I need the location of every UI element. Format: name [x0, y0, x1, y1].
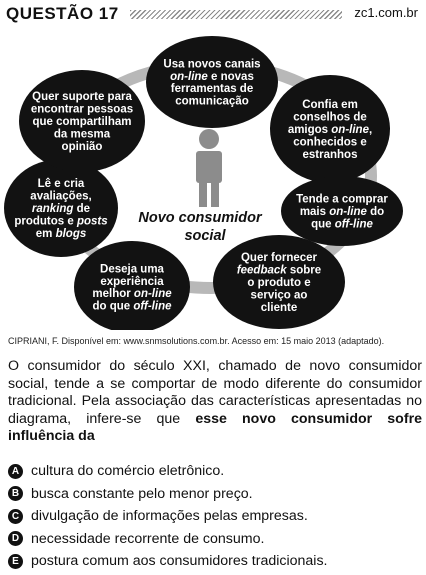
bubble-text-line: conselhos de [293, 111, 367, 124]
question-number: QUESTÃO 17 [6, 4, 119, 23]
bubble-suporte [19, 70, 145, 172]
stem-text: O consumidor do século XXI, chamado de novo consumidor social, tende a se comportar de modo diferente do consumidor tradicional. Pela associação das características apresentadas no diagrama, infere-se que [8, 358, 422, 427]
option-letter-badge: E [8, 554, 23, 569]
bubble-text-line: em blogs [35, 227, 87, 240]
consumer-diagram [0, 30, 426, 330]
option-b[interactable] [8, 483, 422, 506]
bubble-text-line: que off-line [311, 218, 373, 231]
option-text: cultura do comércio eletrônico. [31, 463, 225, 480]
person-icon [196, 129, 222, 207]
option-d[interactable] [8, 528, 422, 551]
bubble-text-line: Confia em [302, 99, 358, 112]
bubble-text-line: feedback sobre [236, 264, 322, 277]
option-text: necessidade recorrente de consumo. [31, 530, 265, 547]
question-header [0, 0, 426, 28]
option-a[interactable] [8, 460, 422, 483]
option-text: divulgação de informações pelas empresas. [31, 508, 308, 525]
bubble-text-line: cliente [260, 301, 298, 314]
site-watermark: zc1.com.br [354, 5, 418, 20]
bubble-text-line: produtos e posts [14, 215, 108, 228]
bubble-text-line: Tende a comprar [296, 193, 388, 206]
bubble-tende [281, 176, 403, 246]
stem-bold: esse novo consumidor sofre influência da [8, 410, 422, 444]
bubble-text-line: o produto e [247, 277, 311, 289]
option-e[interactable] [8, 550, 422, 573]
bubble-text-line: mais on-line do [299, 206, 385, 218]
bubble-experiencia [74, 241, 190, 330]
option-letter-badge: D [8, 531, 23, 546]
bubble-text-line: do que off-line [92, 300, 172, 313]
bubble-text-line: amigos on-line, [287, 124, 373, 136]
bubble-text-line: da mesma [53, 128, 111, 141]
bubble-text-line: serviço ao [250, 289, 308, 302]
source-citation: CIPRIANI, F. Disponível em: www.snmsolutions.com.br. Acesso em: 15 maio 2013 (adaptado). [8, 336, 385, 346]
bubble-text-line: que compartilham [32, 116, 132, 128]
option-c[interactable] [8, 505, 422, 528]
bubble-text-line: avaliações, [30, 190, 92, 203]
bubble-text-line: Lê e cria [37, 178, 85, 191]
bubble-text-line: estranhos [302, 148, 358, 161]
center-label-line2: social [184, 228, 226, 244]
option-letter-badge: A [8, 464, 23, 479]
option-letter-badge: C [8, 509, 23, 524]
bubble-text-line: Deseja uma [100, 263, 164, 276]
bubble-text-line: Quer suporte para [32, 91, 132, 104]
bubble-canais [146, 36, 278, 128]
bubble-text-line: melhor on-line [92, 288, 172, 301]
bubble-text-line: ranking de [31, 203, 91, 215]
bubble-avaliacoes [4, 159, 118, 257]
bubble-text-line: Quer fornecer [240, 252, 318, 265]
option-letter-badge: B [8, 486, 23, 501]
bubble-text-line: Usa novos canais [163, 58, 261, 71]
bubble-feedback [213, 235, 345, 329]
answer-options [8, 460, 422, 573]
bubble-text-line: on-line e novas [170, 70, 254, 83]
bubble-confia [270, 75, 390, 183]
bubble-text-line: experiência [100, 275, 164, 288]
bubble-text-line: opinião [61, 140, 103, 153]
bubble-text-line: encontrar pessoas [30, 103, 134, 116]
bubble-text-line: ferramentas de [170, 83, 254, 96]
bubble-text-line: comunicação [175, 95, 249, 108]
option-text: postura comum aos consumidores tradicionais. [31, 553, 328, 570]
question-stem [8, 358, 422, 446]
option-text: busca constante pelo menor preço. [31, 485, 253, 502]
center-label-line1: Novo consumidor [138, 210, 262, 226]
header-stripe [130, 10, 342, 19]
bubble-text-line: conhecidos e [293, 136, 367, 149]
